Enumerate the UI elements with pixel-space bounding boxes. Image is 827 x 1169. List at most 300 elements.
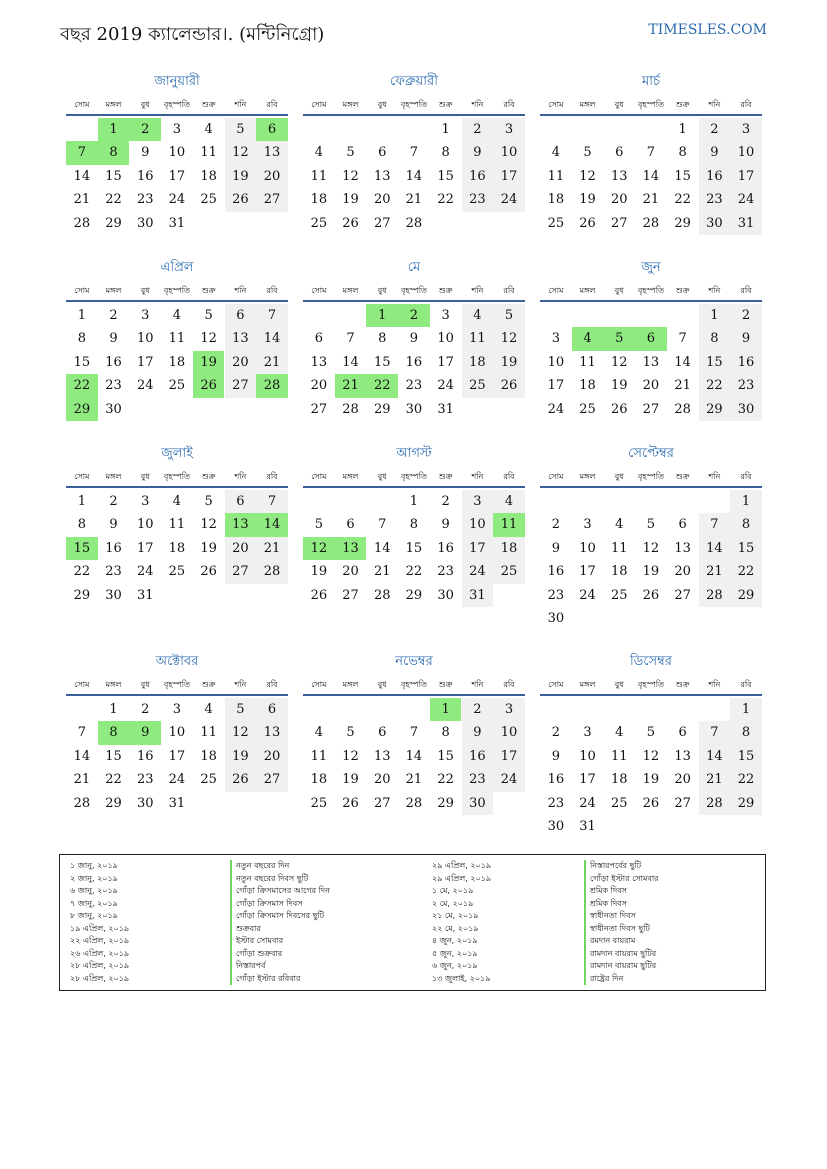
- day-cell[interactable]: 28: [373, 587, 391, 603]
- day-cell[interactable]: 28: [405, 215, 423, 231]
- day-cell[interactable]: 17: [493, 165, 525, 188]
- day-cell[interactable]: 2: [398, 304, 430, 327]
- day-cell[interactable]: 1: [366, 304, 398, 327]
- day-cell[interactable]: 8: [77, 331, 86, 347]
- day-cell[interactable]: 16: [547, 772, 565, 788]
- day-cell[interactable]: 13: [610, 168, 628, 184]
- day-cell[interactable]: 3: [730, 118, 762, 141]
- day-cell[interactable]: 4: [204, 702, 213, 717]
- day-cell[interactable]: 19: [642, 772, 660, 788]
- day-cell[interactable]: 11: [168, 331, 186, 347]
- day-cell[interactable]: 9: [109, 331, 118, 347]
- day-cell[interactable]: 29: [105, 795, 122, 811]
- day-cell[interactable]: 20: [373, 772, 391, 788]
- day-cell[interactable]: 28: [73, 215, 91, 231]
- day-cell[interactable]: 26: [200, 564, 217, 580]
- day-cell[interactable]: 21: [256, 537, 288, 560]
- day-cell[interactable]: 1: [430, 698, 462, 721]
- day-cell[interactable]: 24: [730, 188, 762, 211]
- day-cell[interactable]: 31: [462, 584, 494, 607]
- day-cell[interactable]: 26: [610, 401, 628, 417]
- day-cell[interactable]: 20: [610, 192, 628, 208]
- day-cell[interactable]: 2: [699, 118, 731, 141]
- day-cell[interactable]: 21: [335, 374, 367, 397]
- day-cell[interactable]: 5: [646, 725, 656, 741]
- day-cell[interactable]: 26: [225, 188, 257, 211]
- day-cell[interactable]: 18: [310, 772, 328, 788]
- day-cell[interactable]: 23: [437, 564, 454, 580]
- day-cell[interactable]: 1: [678, 122, 687, 137]
- day-cell[interactable]: 22: [66, 374, 98, 397]
- day-cell[interactable]: 11: [200, 145, 217, 161]
- day-cell[interactable]: 12: [342, 168, 359, 184]
- day-cell[interactable]: 16: [462, 165, 494, 188]
- day-cell[interactable]: 3: [583, 725, 592, 741]
- day-cell[interactable]: 14: [405, 748, 423, 764]
- day-cell[interactable]: 28: [405, 795, 423, 811]
- day-cell[interactable]: 16: [105, 354, 122, 370]
- day-cell[interactable]: 1: [77, 494, 86, 509]
- day-cell[interactable]: 17: [437, 354, 454, 370]
- day-cell[interactable]: 8: [441, 145, 450, 161]
- day-cell[interactable]: 5: [346, 725, 355, 741]
- day-cell[interactable]: 24: [168, 192, 186, 208]
- day-cell[interactable]: 9: [129, 721, 161, 744]
- day-cell[interactable]: 1: [77, 308, 86, 323]
- day-cell[interactable]: 13: [373, 748, 391, 764]
- day-cell[interactable]: 22: [699, 374, 731, 397]
- day-cell[interactable]: 15: [405, 540, 423, 556]
- day-cell[interactable]: 15: [437, 748, 454, 764]
- day-cell[interactable]: 27: [373, 215, 391, 231]
- day-cell[interactable]: 15: [66, 537, 98, 560]
- day-cell[interactable]: 25: [462, 374, 494, 397]
- day-cell[interactable]: 9: [730, 327, 762, 350]
- day-cell[interactable]: 16: [699, 165, 731, 188]
- day-cell[interactable]: 20: [256, 165, 288, 188]
- day-cell[interactable]: 27: [674, 795, 691, 811]
- day-cell[interactable]: 23: [136, 192, 154, 208]
- day-cell[interactable]: 19: [579, 192, 596, 208]
- day-cell[interactable]: 29: [373, 401, 391, 417]
- day-cell[interactable]: 31: [136, 587, 154, 603]
- day-cell[interactable]: 22: [366, 374, 398, 397]
- day-cell[interactable]: 14: [642, 168, 660, 184]
- day-cell[interactable]: 29: [405, 587, 423, 603]
- day-cell[interactable]: 21: [405, 192, 423, 208]
- day-cell[interactable]: 15: [373, 354, 391, 370]
- day-cell[interactable]: 27: [256, 768, 288, 791]
- day-cell[interactable]: 22: [674, 192, 691, 208]
- day-cell[interactable]: 15: [105, 748, 122, 764]
- day-cell[interactable]: 29: [73, 587, 91, 603]
- day-cell[interactable]: 3: [172, 702, 182, 717]
- day-cell[interactable]: 27: [674, 587, 691, 603]
- day-cell[interactable]: 5: [314, 517, 323, 533]
- day-cell[interactable]: 10: [493, 721, 525, 744]
- day-cell[interactable]: 22: [730, 768, 762, 791]
- day-cell[interactable]: 13: [225, 513, 257, 536]
- day-cell[interactable]: 14: [699, 537, 731, 560]
- day-cell[interactable]: 17: [493, 745, 525, 768]
- day-cell[interactable]: 16: [105, 540, 122, 556]
- day-cell[interactable]: 13: [674, 748, 691, 764]
- day-cell[interactable]: 13: [674, 540, 691, 556]
- day-cell[interactable]: 21: [405, 772, 423, 788]
- day-cell[interactable]: 31: [168, 795, 186, 811]
- day-cell[interactable]: 3: [441, 308, 450, 323]
- day-cell[interactable]: 24: [437, 378, 454, 394]
- day-cell[interactable]: 16: [405, 354, 423, 370]
- day-cell[interactable]: 18: [462, 351, 494, 374]
- day-cell[interactable]: 22: [405, 564, 423, 580]
- day-cell[interactable]: 25: [547, 215, 565, 231]
- day-cell[interactable]: 30: [699, 212, 731, 235]
- day-cell[interactable]: 17: [547, 378, 565, 394]
- day-cell[interactable]: 26: [579, 215, 596, 231]
- day-cell[interactable]: 7: [646, 145, 656, 161]
- day-cell[interactable]: 15: [105, 168, 122, 184]
- day-cell[interactable]: 12: [642, 748, 660, 764]
- day-cell[interactable]: 15: [730, 537, 762, 560]
- day-cell[interactable]: 10: [493, 141, 525, 164]
- day-cell[interactable]: 29: [699, 398, 731, 421]
- day-cell[interactable]: 10: [579, 540, 596, 556]
- day-cell[interactable]: 15: [437, 168, 454, 184]
- day-cell[interactable]: 29: [730, 792, 762, 815]
- day-cell[interactable]: 6: [615, 145, 624, 161]
- day-cell[interactable]: 16: [462, 745, 494, 768]
- day-cell[interactable]: 26: [225, 768, 257, 791]
- day-cell[interactable]: 1: [699, 304, 731, 327]
- day-cell[interactable]: 9: [462, 721, 494, 744]
- day-cell[interactable]: 24: [136, 378, 154, 394]
- day-cell[interactable]: 21: [73, 192, 91, 208]
- day-cell[interactable]: 20: [225, 537, 257, 560]
- day-cell[interactable]: 5: [204, 494, 213, 509]
- day-cell[interactable]: 23: [462, 768, 494, 791]
- day-cell[interactable]: 23: [136, 772, 154, 788]
- day-cell[interactable]: 30: [405, 401, 423, 417]
- day-cell[interactable]: 25: [168, 378, 186, 394]
- day-cell[interactable]: 19: [610, 378, 628, 394]
- day-cell[interactable]: 18: [579, 378, 596, 394]
- day-cell[interactable]: 23: [730, 374, 762, 397]
- day-cell[interactable]: 29: [66, 398, 98, 421]
- site-link[interactable]: TIMESLES.COM: [648, 22, 767, 38]
- day-cell[interactable]: 30: [136, 215, 154, 231]
- day-cell[interactable]: 17: [136, 354, 154, 370]
- day-cell[interactable]: 19: [642, 564, 660, 580]
- day-cell[interactable]: 13: [225, 327, 257, 350]
- day-cell[interactable]: 4: [172, 494, 182, 509]
- day-cell[interactable]: 3: [493, 118, 525, 141]
- day-cell[interactable]: 9: [109, 517, 118, 533]
- day-cell[interactable]: 7: [699, 721, 731, 744]
- day-cell[interactable]: 27: [256, 188, 288, 211]
- day-cell[interactable]: 28: [699, 584, 731, 607]
- day-cell[interactable]: 13: [310, 354, 328, 370]
- day-cell[interactable]: 6: [678, 725, 687, 741]
- day-cell[interactable]: 6: [225, 304, 257, 327]
- day-cell[interactable]: 3: [583, 517, 592, 533]
- day-cell[interactable]: 7: [346, 331, 355, 347]
- day-cell[interactable]: 12: [200, 331, 217, 347]
- day-cell[interactable]: 18: [547, 192, 565, 208]
- day-cell[interactable]: 13: [373, 168, 391, 184]
- day-cell[interactable]: 9: [551, 540, 560, 556]
- day-cell[interactable]: 18: [168, 540, 186, 556]
- day-cell[interactable]: 22: [105, 772, 122, 788]
- day-cell[interactable]: 14: [699, 745, 731, 768]
- day-cell[interactable]: 10: [437, 331, 454, 347]
- day-cell[interactable]: 7: [256, 304, 288, 327]
- day-cell[interactable]: 25: [610, 795, 628, 811]
- day-cell[interactable]: 28: [73, 795, 91, 811]
- day-cell[interactable]: 10: [547, 354, 565, 370]
- day-cell[interactable]: 13: [256, 721, 288, 744]
- day-cell[interactable]: 8: [441, 725, 450, 741]
- day-cell[interactable]: 2: [730, 304, 762, 327]
- day-cell[interactable]: 2: [551, 517, 560, 533]
- day-cell[interactable]: 15: [730, 745, 762, 768]
- day-cell[interactable]: 21: [642, 192, 660, 208]
- day-cell[interactable]: 17: [136, 540, 154, 556]
- day-cell[interactable]: 7: [699, 513, 731, 536]
- day-cell[interactable]: 3: [462, 490, 494, 513]
- day-cell[interactable]: 4: [615, 517, 624, 533]
- day-cell[interactable]: 10: [136, 517, 154, 533]
- day-cell[interactable]: 8: [730, 721, 762, 744]
- day-cell[interactable]: 21: [699, 560, 731, 583]
- day-cell[interactable]: 11: [547, 168, 565, 184]
- day-cell[interactable]: 2: [109, 494, 118, 509]
- day-cell[interactable]: 26: [642, 795, 660, 811]
- day-cell[interactable]: 19: [193, 351, 225, 374]
- day-cell[interactable]: 25: [310, 795, 328, 811]
- day-cell[interactable]: 12: [642, 540, 660, 556]
- day-cell[interactable]: 5: [225, 118, 257, 141]
- day-cell[interactable]: 3: [493, 698, 525, 721]
- day-cell[interactable]: 1: [730, 698, 762, 721]
- day-cell[interactable]: 6: [314, 331, 323, 347]
- day-cell[interactable]: 27: [225, 560, 257, 583]
- day-cell[interactable]: 10: [462, 513, 494, 536]
- day-cell[interactable]: 8: [98, 141, 130, 164]
- day-cell[interactable]: 18: [200, 748, 217, 764]
- day-cell[interactable]: 14: [405, 168, 423, 184]
- day-cell[interactable]: 12: [579, 168, 596, 184]
- day-cell[interactable]: 1: [98, 118, 130, 141]
- day-cell[interactable]: 4: [615, 725, 624, 741]
- day-cell[interactable]: 11: [310, 168, 328, 184]
- day-cell[interactable]: 25: [493, 560, 525, 583]
- day-cell[interactable]: 5: [583, 145, 592, 161]
- day-cell[interactable]: 31: [579, 819, 596, 834]
- day-cell[interactable]: 20: [373, 192, 391, 208]
- day-cell[interactable]: 9: [441, 517, 450, 533]
- day-cell[interactable]: 6: [635, 327, 667, 350]
- day-cell[interactable]: 25: [579, 401, 596, 417]
- day-cell[interactable]: 25: [310, 215, 328, 231]
- day-cell[interactable]: 22: [437, 772, 454, 788]
- day-cell[interactable]: 28: [699, 792, 731, 815]
- day-cell[interactable]: 12: [342, 748, 359, 764]
- day-cell[interactable]: 24: [136, 564, 154, 580]
- day-cell[interactable]: 12: [303, 537, 335, 560]
- day-cell[interactable]: 7: [409, 725, 419, 741]
- day-cell[interactable]: 11: [493, 513, 525, 536]
- day-cell[interactable]: 25: [168, 564, 186, 580]
- day-cell[interactable]: 6: [256, 698, 288, 721]
- day-cell[interactable]: 4: [493, 490, 525, 513]
- day-cell[interactable]: 26: [193, 374, 225, 397]
- day-cell[interactable]: 4: [204, 122, 213, 137]
- day-cell[interactable]: 25: [200, 772, 217, 788]
- day-cell[interactable]: 4: [314, 725, 323, 741]
- day-cell[interactable]: 8: [730, 513, 762, 536]
- day-cell[interactable]: 2: [441, 494, 450, 509]
- day-cell[interactable]: 15: [674, 168, 691, 184]
- day-cell[interactable]: 14: [373, 540, 391, 556]
- day-cell[interactable]: 9: [141, 145, 150, 161]
- day-cell[interactable]: 29: [105, 215, 122, 231]
- day-cell[interactable]: 8: [98, 721, 130, 744]
- day-cell[interactable]: 5: [225, 698, 257, 721]
- day-cell[interactable]: 27: [610, 215, 628, 231]
- day-cell[interactable]: 11: [168, 517, 186, 533]
- day-cell[interactable]: 18: [200, 168, 217, 184]
- day-cell[interactable]: 29: [674, 215, 691, 231]
- day-cell[interactable]: 30: [105, 587, 122, 603]
- day-cell[interactable]: 10: [579, 748, 596, 764]
- day-cell[interactable]: 31: [730, 212, 762, 235]
- day-cell[interactable]: 23: [462, 188, 494, 211]
- day-cell[interactable]: 5: [204, 308, 213, 323]
- day-cell[interactable]: 19: [342, 772, 359, 788]
- day-cell[interactable]: 11: [610, 748, 628, 764]
- day-cell[interactable]: 1: [730, 490, 762, 513]
- day-cell[interactable]: 7: [678, 331, 687, 347]
- day-cell[interactable]: 19: [225, 745, 257, 768]
- day-cell[interactable]: 17: [579, 564, 596, 580]
- day-cell[interactable]: 1: [109, 702, 118, 717]
- day-cell[interactable]: 21: [674, 378, 691, 394]
- day-cell[interactable]: 8: [678, 145, 687, 161]
- day-cell[interactable]: 30: [437, 587, 454, 603]
- day-cell[interactable]: 23: [699, 188, 731, 211]
- day-cell[interactable]: 29: [437, 795, 454, 811]
- day-cell[interactable]: 28: [342, 401, 359, 417]
- day-cell[interactable]: 17: [730, 165, 762, 188]
- day-cell[interactable]: 18: [493, 537, 525, 560]
- day-cell[interactable]: 11: [610, 540, 628, 556]
- day-cell[interactable]: 16: [136, 748, 154, 764]
- day-cell[interactable]: 16: [437, 540, 454, 556]
- day-cell[interactable]: 13: [642, 354, 660, 370]
- day-cell[interactable]: 31: [168, 215, 186, 231]
- day-cell[interactable]: 6: [378, 725, 387, 741]
- day-cell[interactable]: 26: [342, 215, 359, 231]
- day-cell[interactable]: 22: [73, 564, 91, 580]
- day-cell[interactable]: 7: [66, 141, 98, 164]
- day-cell[interactable]: 26: [642, 587, 660, 603]
- day-cell[interactable]: 20: [674, 772, 691, 788]
- day-cell[interactable]: 9: [409, 331, 419, 347]
- day-cell[interactable]: 4: [314, 145, 323, 161]
- day-cell[interactable]: 20: [674, 564, 691, 580]
- day-cell[interactable]: 17: [168, 748, 186, 764]
- day-cell[interactable]: 30: [730, 398, 762, 421]
- day-cell[interactable]: 7: [256, 490, 288, 513]
- day-cell[interactable]: 6: [378, 145, 387, 161]
- day-cell[interactable]: 3: [172, 122, 182, 137]
- day-cell[interactable]: 9: [551, 748, 560, 764]
- day-cell[interactable]: 28: [256, 560, 288, 583]
- day-cell[interactable]: 18: [610, 772, 628, 788]
- day-cell[interactable]: 24: [168, 772, 186, 788]
- day-cell[interactable]: 11: [200, 725, 217, 741]
- day-cell[interactable]: 24: [579, 795, 596, 811]
- day-cell[interactable]: 30: [136, 795, 154, 811]
- day-cell[interactable]: 17: [168, 168, 186, 184]
- day-cell[interactable]: 12: [610, 354, 628, 370]
- day-cell[interactable]: 20: [225, 351, 257, 374]
- day-cell[interactable]: 24: [579, 587, 596, 603]
- day-cell[interactable]: 27: [225, 374, 257, 397]
- day-cell[interactable]: 22: [730, 560, 762, 583]
- day-cell[interactable]: 4: [572, 327, 604, 350]
- day-cell[interactable]: 8: [409, 517, 419, 533]
- day-cell[interactable]: 21: [256, 351, 288, 374]
- day-cell[interactable]: 19: [225, 165, 257, 188]
- day-cell[interactable]: 30: [105, 401, 122, 417]
- day-cell[interactable]: 11: [310, 748, 328, 764]
- day-cell[interactable]: 2: [129, 118, 161, 141]
- day-cell[interactable]: 2: [462, 698, 494, 721]
- day-cell[interactable]: 27: [373, 795, 391, 811]
- day-cell[interactable]: 6: [346, 517, 355, 533]
- day-cell[interactable]: 3: [551, 331, 560, 347]
- day-cell[interactable]: 30: [547, 611, 565, 626]
- day-cell[interactable]: 24: [493, 188, 525, 211]
- day-cell[interactable]: 12: [493, 327, 525, 350]
- day-cell[interactable]: 23: [405, 378, 423, 394]
- day-cell[interactable]: 12: [200, 517, 217, 533]
- day-cell[interactable]: 28: [256, 374, 288, 397]
- day-cell[interactable]: 19: [200, 540, 217, 556]
- day-cell[interactable]: 15: [699, 351, 731, 374]
- day-cell[interactable]: 10: [136, 331, 154, 347]
- day-cell[interactable]: 27: [310, 401, 328, 417]
- day-cell[interactable]: 26: [493, 374, 525, 397]
- day-cell[interactable]: 20: [342, 564, 359, 580]
- day-cell[interactable]: 25: [200, 192, 217, 208]
- day-cell[interactable]: 4: [172, 308, 182, 323]
- day-cell[interactable]: 10: [730, 141, 762, 164]
- day-cell[interactable]: 24: [493, 768, 525, 791]
- day-cell[interactable]: 28: [674, 401, 691, 417]
- day-cell[interactable]: 7: [378, 517, 387, 533]
- day-cell[interactable]: 20: [642, 378, 660, 394]
- day-cell[interactable]: 9: [699, 141, 731, 164]
- day-cell[interactable]: 2: [462, 118, 494, 141]
- day-cell[interactable]: 5: [603, 327, 635, 350]
- day-cell[interactable]: 12: [225, 141, 257, 164]
- day-cell[interactable]: 7: [409, 145, 419, 161]
- day-cell[interactable]: 14: [256, 513, 288, 536]
- day-cell[interactable]: 18: [310, 192, 328, 208]
